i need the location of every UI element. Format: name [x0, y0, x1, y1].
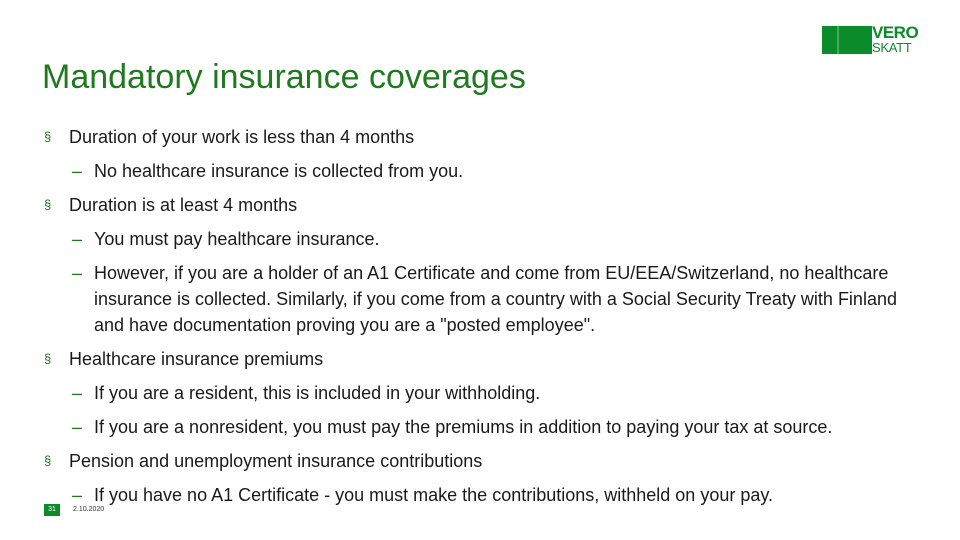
- dash-bullet-icon: –: [72, 263, 83, 283]
- sub-bullet-text: If you are a resident, this is included in your withholding.: [94, 383, 541, 403]
- bullet-text: Duration of your work is less than 4 months: [69, 127, 415, 147]
- square-bullet-icon: §: [44, 197, 52, 212]
- square-bullet-icon: §: [44, 453, 52, 468]
- sub-bullet-item: [44, 226, 924, 252]
- dash-bullet-icon: –: [72, 383, 83, 403]
- sub-bullet-text: No healthcare insurance is collected from you.: [94, 161, 464, 181]
- sub-bullet-text: However, if you are a holder of an A1 Certificate and come from EU/EEA/Switzerland, no healthcare insurance is collected. Similarly, if you come from a country with a Social Security Treaty with Finland and have documentation proving you are a "posted employee".: [94, 263, 897, 335]
- slide-date: 2.10.2020: [73, 506, 105, 513]
- bullet-item: [44, 448, 924, 474]
- square-bullet-icon: §: [44, 129, 52, 144]
- slide-title: Mandatory insurance coverages: [42, 58, 526, 96]
- bullet-list: [44, 124, 924, 516]
- dash-bullet-icon: –: [72, 229, 83, 249]
- sub-bullet-text: You must pay healthcare insurance.: [94, 229, 380, 249]
- bullet-text: Duration is at least 4 months: [69, 195, 298, 215]
- bullet-text: Pension and unemployment insurance contributions: [69, 451, 483, 471]
- bullet-item: [44, 346, 924, 372]
- vero-skatt-logo: [822, 24, 922, 56]
- sub-bullet-item: [44, 482, 924, 508]
- sub-bullet-item: [44, 158, 924, 184]
- sub-bullet-text: If you are a nonresident, you must pay the premiums in addition to paying your tax at source.: [94, 417, 833, 437]
- bullet-text: Healthcare insurance premiums: [69, 349, 324, 369]
- dash-bullet-icon: –: [72, 161, 83, 181]
- sub-bullet-item: [44, 414, 924, 440]
- bullet-item: [44, 192, 924, 218]
- bullet-item: [44, 124, 924, 150]
- dash-bullet-icon: –: [72, 417, 83, 437]
- page-number: 31: [44, 504, 60, 516]
- logo-word-skatt: SKATT: [872, 40, 912, 55]
- dash-bullet-icon: –: [72, 485, 83, 505]
- sub-bullet-item: [44, 380, 924, 406]
- logo-mark: [822, 26, 872, 54]
- logo-word-vero: VERO: [872, 23, 919, 42]
- sub-bullet-text: If you have no A1 Certificate - you must make the contributions, withheld on your pay.: [94, 485, 774, 505]
- square-bullet-icon: §: [44, 351, 52, 366]
- sub-bullet-item: [44, 260, 924, 338]
